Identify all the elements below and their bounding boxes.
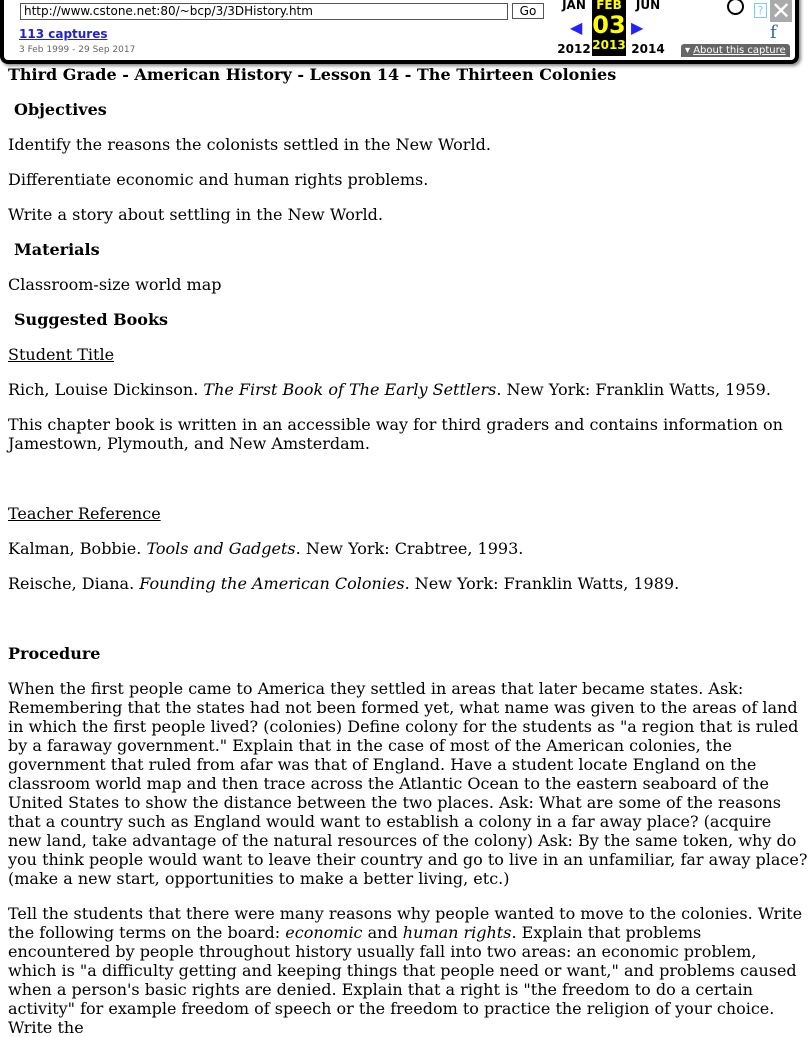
- objectives-heading: Objectives: [14, 100, 107, 119]
- help-icon[interactable]: ?: [754, 3, 767, 18]
- text: . Explain that problems encountered by people throughout history usually fall into two areas: an economic problem, which is "a difficulty getting and keeping things that people need or want," and problems caused when a person's basic rights are denied. Explain that a right is "the freedom to do a certain activity" for example freedom of speech or the freedom to practice the religion of your choice. Write the: [8, 923, 797, 1037]
- next-month-link[interactable]: JUN: [635, 0, 661, 12]
- materials-text: Classroom-size world map: [8, 275, 222, 294]
- term: economic: [285, 923, 363, 942]
- page-content: [8, 64, 808, 1037]
- book-author: Reische, Diana.: [8, 574, 140, 593]
- materials-heading: Materials: [14, 240, 100, 259]
- current-capture: [592, 0, 626, 56]
- teacher-reference-label: Teacher Reference: [8, 504, 161, 523]
- term: human rights: [402, 923, 512, 942]
- current-day: 03: [592, 11, 626, 39]
- book-description: This chapter book is written in an accessible way for third graders and contains information on Jamestown, Plymouth, and New Amsterdam.: [8, 415, 783, 453]
- prev-capture-arrow-icon[interactable]: ◀: [570, 18, 583, 37]
- procedure-paragraph: [8, 904, 808, 1037]
- wayback-toolbar: [0, 0, 799, 64]
- text: and: [362, 923, 403, 942]
- objective: Identify the reasons the colonists settled in the New World.: [8, 135, 491, 154]
- book-title: Tools and Gadgets: [146, 539, 296, 558]
- next-year-link[interactable]: 2014: [631, 42, 665, 56]
- book-publisher: . New York: Crabtree, 1993.: [295, 539, 524, 558]
- current-year: 2013: [592, 38, 626, 52]
- go-button[interactable]: Go: [512, 3, 544, 19]
- book-title: Founding the American Colonies: [139, 574, 405, 593]
- book-publisher: . New York: Franklin Watts, 1989.: [404, 574, 680, 593]
- book-citation: [8, 539, 808, 558]
- loading-circle-icon: [727, 0, 744, 15]
- current-month: FEB: [596, 0, 622, 12]
- close-icon[interactable]: ✕: [770, 0, 792, 25]
- prev-month-link[interactable]: JAN: [562, 0, 586, 12]
- book-citation: [8, 574, 808, 593]
- about-label: About this capture: [693, 45, 786, 56]
- prev-year-link[interactable]: 2012: [557, 42, 591, 56]
- procedure-heading: Procedure: [8, 644, 101, 663]
- book-citation: [8, 380, 808, 399]
- capture-range: 3 Feb 1999 - 29 Sep 2017: [19, 45, 136, 55]
- book-author: Kalman, Bobbie.: [8, 539, 147, 558]
- text: Tell the students that there were many reasons why people wanted to move to the colonies. Write the following terms on the board:: [8, 904, 803, 942]
- next-capture-arrow-icon[interactable]: ▶: [631, 18, 644, 37]
- student-title-label: Student Title: [8, 345, 115, 364]
- captures-link[interactable]: 113 captures: [19, 27, 108, 41]
- about-capture-button[interactable]: ▾ About this capture: [681, 44, 790, 57]
- objective: Write a story about settling in the New World.: [8, 205, 383, 224]
- books-heading: Suggested Books: [14, 310, 169, 329]
- objective: Differentiate economic and human rights problems.: [8, 170, 429, 189]
- book-publisher: . New York: Franklin Watts, 1959.: [496, 380, 771, 399]
- procedure-paragraph: When the first people came to America they settled in areas that later became states. Ask: Remembering that the states had not been formed yet, what name was given to the areas of land in which the first people lived? (colonies) Define colony for the students as "a region that is ruled by a faraway government." Explain that in the case of most of the American colonies, the government that ruled from afar was that of England. Have a student locate England on the classroom world map and then trace across the Atlantic Ocean to the eastern seaboard of the United States to show the distance between the two places. Ask: What are some of the reasons that a country such as England would want to establish a colony in a far away place? (acquire new land, take advantage of the natural resources of the colony) Ask: By the same token, why do you think people would want to leave their country and go to live in an unfamiliar, far away place? (make a new start, opportunities to make a better living, etc.): [8, 679, 808, 888]
- book-author: Rich, Louise Dickinson.: [8, 380, 204, 399]
- book-title: The First Book of The Early Settlers: [203, 380, 497, 399]
- url-input[interactable]: http://www.cstone.net:80/~bcp/3/3DHistory.htm: [20, 3, 508, 20]
- page-title: Third Grade - American History - Lesson 14 - The Thirteen Colonies: [8, 65, 617, 84]
- facebook-icon[interactable]: f: [770, 22, 777, 43]
